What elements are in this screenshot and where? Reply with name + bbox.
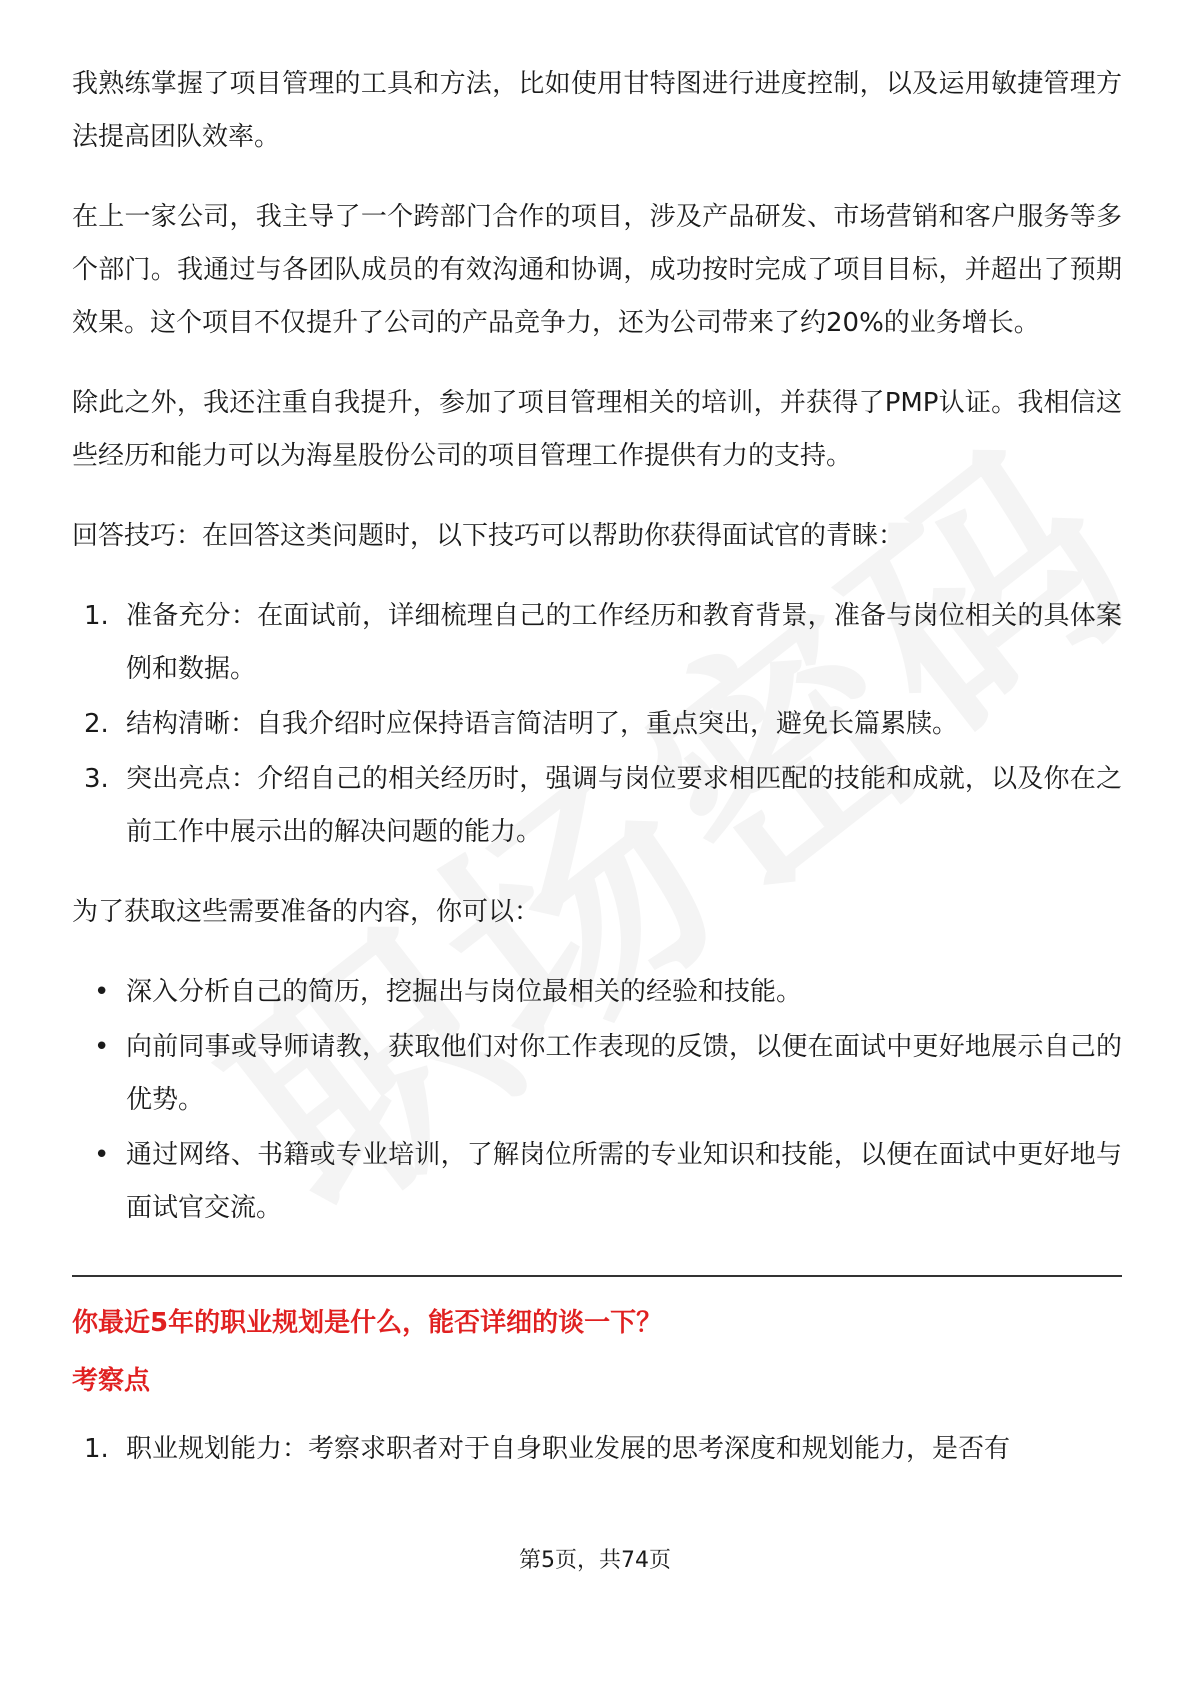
list-marker: 1. [84,601,109,631]
list-item [72,1423,1122,1476]
bullet-marker: • [94,977,110,1007]
list-item [72,590,1122,696]
page-footer: 第5页，共74页 [519,1548,671,1573]
paragraph-tips-intro: 回答技巧：在回答这类问题时，以下技巧可以帮助你获得面试官的青睐： [72,521,905,551]
list-item [72,1021,1122,1127]
list-item-text: 准备充分：在面试前，详细梳理自己的工作经历和教育背景，准备与岗位相关的具体案例和数据。 [126,601,1122,684]
paragraph-skills: 我熟练掌握了项目管理的工具和方法，比如使用甘特图进行进度控制，以及运用敏捷管理方法提高团队效率。 [72,69,1122,152]
list-item-text: 突出亮点：介绍自己的相关经历时，强调与岗位要求相匹配的技能和成就，以及你在之前工作中展示出的解决问题的能力。 [126,764,1122,847]
tips-list [72,590,1122,859]
list-item-text: 通过网络、书籍或专业培训，了解岗位所需的专业知识和技能，以便在面试中更好地与面试官交流。 [126,1140,1122,1223]
paragraph-project: 在上一家公司，我主导了一个跨部门合作的项目，涉及产品研发、市场营销和客户服务等多个部门。我通过与各团队成员的有效沟通和协调，成功按时完成了项目目标，并超出了预期效果。这个项目不仅提升了公司的产品竞争力，还为公司带来了约20%的业务增长。 [72,202,1122,338]
list-item [72,753,1122,859]
list-item [72,966,1122,1019]
section-divider [72,1275,1122,1277]
list-item [72,1129,1122,1235]
bullet-marker: • [94,1140,110,1170]
exam-points-list [72,1423,1122,1476]
bullet-marker: • [94,1032,110,1062]
list-item [72,698,1122,751]
document-content [72,58,1122,1503]
prep-list [72,966,1122,1235]
list-item-text: 结构清晰：自我介绍时应保持语言简洁明了，重点突出，避免长篇累牍。 [126,709,959,739]
list-marker: 2. [84,709,109,739]
list-marker: 3. [84,764,109,794]
paragraph-certification: 除此之外，我还注重自我提升，参加了项目管理相关的培训，并获得了PMP认证。我相信这些经历和能力可以为海星股份公司的项目管理工作提供有力的支持。 [72,388,1122,471]
paragraph-prep-intro: 为了获取这些需要准备的内容，你可以： [72,897,541,927]
question-heading: 你最近5年的职业规划是什么，能否详细的谈一下？ [72,1308,663,1338]
section-heading: 考察点 [72,1366,151,1396]
list-item-text: 职业规划能力：考察求职者对于自身职业发展的思考深度和规划能力，是否有 [126,1434,1011,1464]
list-marker: 1. [84,1434,109,1464]
list-item-text: 深入分析自己的简历，挖掘出与岗位最相关的经验和技能。 [126,977,803,1007]
list-item-text: 向前同事或导师请教，获取他们对你工作表现的反馈，以便在面试中更好地展示自己的优势。 [126,1032,1122,1115]
